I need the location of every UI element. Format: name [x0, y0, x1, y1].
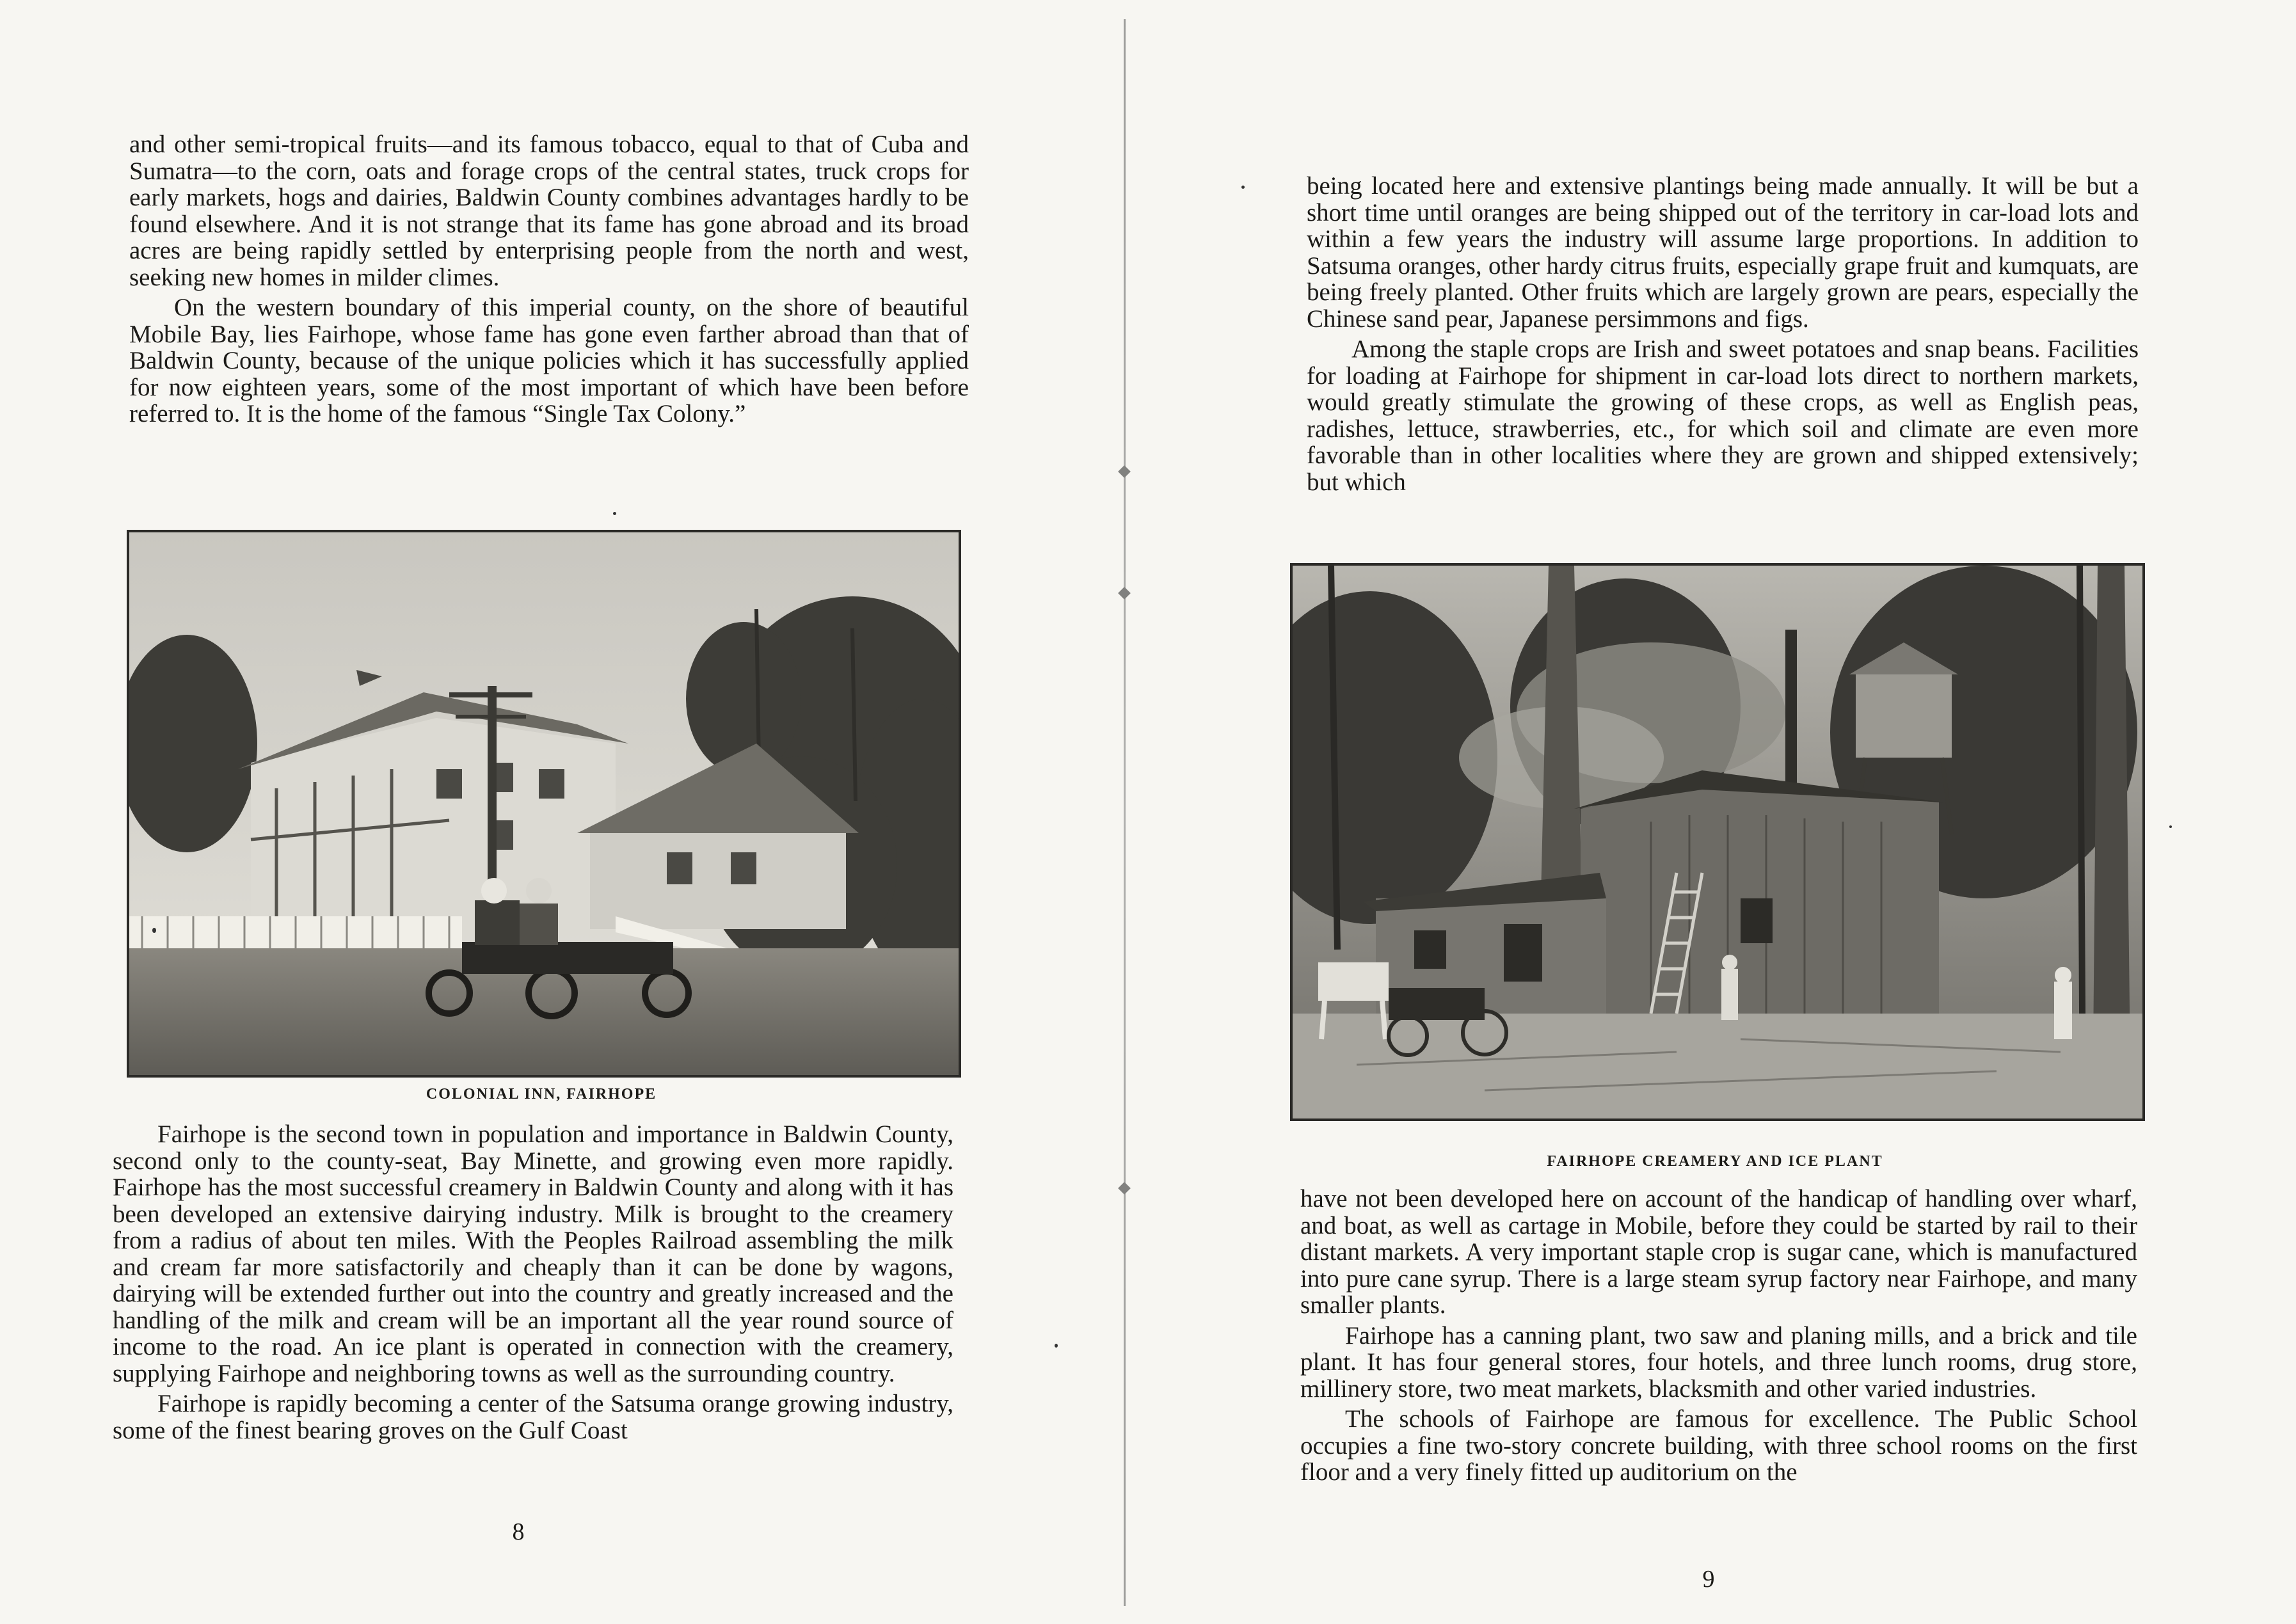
left-page-top-text: [129, 131, 969, 427]
left-page-bottom-text: [113, 1121, 953, 1444]
colonial-inn-caption: COLONIAL INN, FAIRHOPE: [426, 1086, 657, 1103]
book-gutter: [1124, 19, 1126, 1606]
page-number-right: 9: [1702, 1566, 1715, 1593]
paragraph: and other semi-tropical fruits—and its famous tobacco, equal to that of Cuba and Sumatra—to the corn, oats and forage crops of the central states, truck crops for early markets, hogs and dairies, Baldwin County combines advantages hardly to be found elsewhere. And it is not strange that its fame has gone abroad and its broad acres are being rapidly settled by enterprising people from the north and west, seeking new homes in milder climes.: [129, 131, 969, 291]
colonial-inn-photo: [127, 530, 961, 1078]
page-number-left: 8: [512, 1518, 525, 1545]
paragraph: On the western boundary of this imperial county, on the shore of beautiful Mobile Bay, lies Fairhope, whose fame has gone even farther abroad than that of Baldwin County, because of the unique policies which it has successfully applied for now eighteen years, some of the most important of which have been before referred to. It is the home of the famous “Single Tax Colony.”: [129, 294, 969, 427]
paragraph: have not been developed here on account of the handicap of handling over wharf, and boat, as well as cartage in Mobile, before they could be started by rail to their distant markets. A very important staple crop is sugar cane, which is manufactured into pure cane syrup. There is a large steam syrup factory near Fairhope, and many smaller plants.: [1300, 1185, 2137, 1319]
left-page: [0, 0, 1126, 1624]
right-page-top-text: [1307, 173, 2139, 495]
right-page: [1126, 0, 2296, 1624]
paragraph: being located here and extensive plantings being made annually. It will be but a short time until oranges are being shipped out of the territory in car-load lots and within a few years the industry will assume large proportions. In addition to Satsuma oranges, other hardy citrus fruits, especially grape fruit and kumquats, are being freely planted. Other fruits which are largely grown are pears, especially the Chinese sand pear, Japanese persimmons and figs.: [1307, 172, 2139, 333]
creamery-ice-plant-caption: FAIRHOPE CREAMERY AND ICE PLANT: [1547, 1153, 1883, 1170]
right-page-bottom-text: [1300, 1186, 2137, 1486]
creamery-ice-plant-photo: [1290, 563, 2145, 1121]
paragraph: The schools of Fairhope are famous for excellence. The Public School occupies a fine two-story concrete building, with three school rooms on the first floor and a very finely fitted up auditorium on the: [1300, 1405, 2137, 1486]
paragraph: Fairhope is rapidly becoming a center of the Satsuma orange growing industry, some of the finest bearing groves on the Gulf Coast: [113, 1390, 953, 1444]
paragraph: Among the staple crops are Irish and sweet potatoes and snap beans. Facilities for loading at Fairhope for shipment in car-load lots direct to northern markets, would greatly stimulate the growing of these crops, as well as English peas, radishes, lettuce, strawberries, etc., for which soil and climate are even more favorable than in other localities where they are grown and shipped extensively; but which: [1307, 335, 2139, 496]
paragraph: Fairhope is the second town in population and importance in Baldwin County, second only to the county-seat, Bay Minette, and growing even more rapidly. Fairhope has the most successful creamery in Baldwin County and along with it has been developed an extensive dairying industry. Milk is brought to the creamery from a radius of about ten miles. With the Peoples Railroad assembling the milk and cream far more satisfactorily and cheaply than it can be done by wagons, dairying will be extended further out into the country and greatly increased and the handling of the milk and cream will be an important all the year round source of income to the road. An ice plant is operated in connection with the creamery, supplying Fairhope and neighboring towns as well as the surrounding country.: [113, 1120, 953, 1387]
paragraph: Fairhope has a canning plant, two saw and planing mills, and a brick and tile plant. It has four general stores, four hotels, and three lunch rooms, drug store, millinery store, two meat markets, blacksmith and other varied industries.: [1300, 1321, 2137, 1403]
